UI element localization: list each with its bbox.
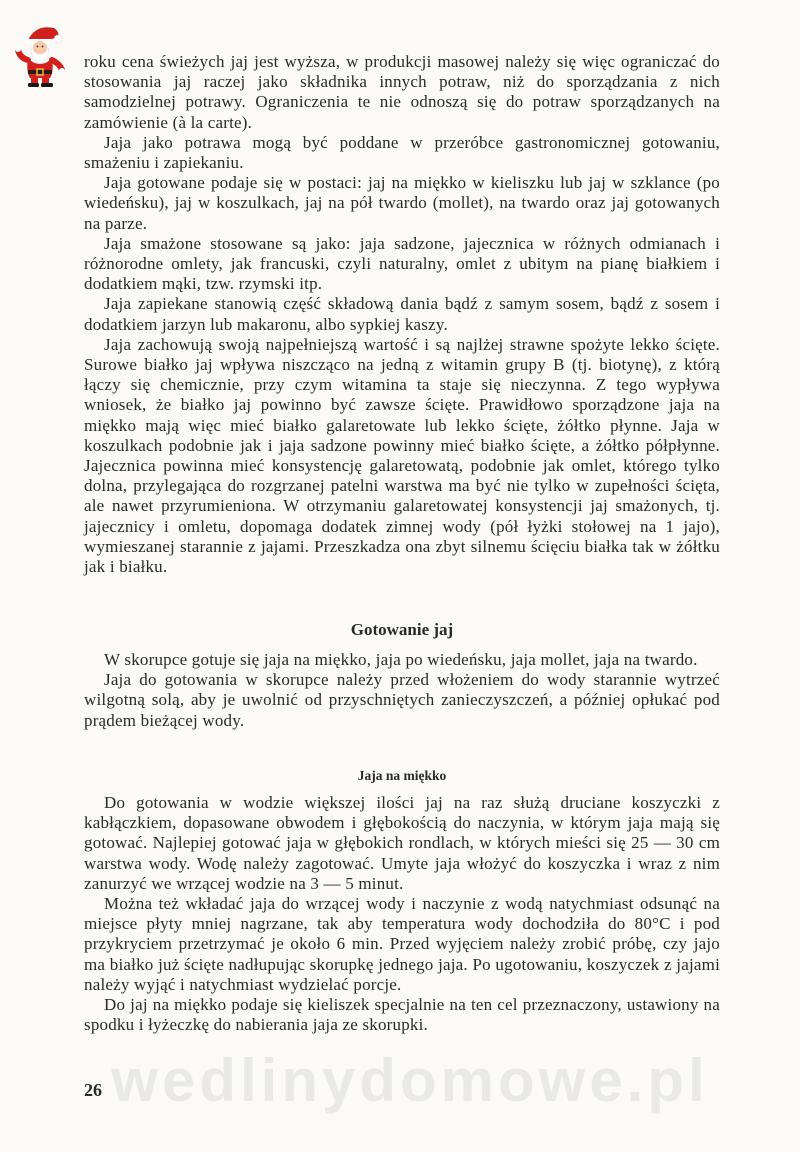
page-number: 26 bbox=[84, 1080, 102, 1100]
subsection-text bbox=[84, 793, 720, 1035]
paragraph: Jaja smażone stosowane są jako: jaja sadzone, jajecznica w różnych odmianach i różnorodne omlety, jak francuski, czyli naturalny, omlet z ubitym na pianę białkiem i dodatkiem mąki, tzw. rzymski itp. bbox=[84, 233, 720, 294]
section-heading: Gotowanie jaj bbox=[350, 620, 454, 639]
paragraph: roku cena świeżych jaj jest wyższa, w produkcji masowej należy się więc ograniczać do stosowania jaj raczej jako składnika innych potraw, niż do sporządzania z nich samodzielnej potrawy. Ograniczenia te nie odnoszą się do potraw sporządzanych na zamówienie (à la carte). bbox=[84, 52, 720, 132]
paragraph: Jaja jako potrawa mogą być poddane w przeróbce gastronomicznej gotowaniu, smażeniu i zapiekaniu. bbox=[84, 132, 720, 173]
paragraph: Do gotowania w wodzie większej ilości jaj na raz służą druciane koszyczki z kabłączkiem, dopasowane obwodem i głębokością do naczynia, w którym jaja mają się gotować. Najlepiej gotować jaja w głębokich rondlach, w których mieści się 25 — 30 cm warstwa wody. Wodę należy zagotować. Umyte jaja włożyć do koszyczka i wraz z nim zanurzyć we wrzącej wodzie na 3 — 5 minut. bbox=[84, 793, 720, 893]
subsection-heading: Jaja na miękko bbox=[357, 768, 447, 783]
section-text bbox=[84, 650, 720, 731]
watermark: wedlinydomowe.pl bbox=[111, 1047, 709, 1114]
paragraph: Można też wkładać jaja do wrzącej wody i naczynie z wodą natychmiast odsunąć na miejsce płyty mniej nagrzane, tak aby temperatura wody dochodziła do 80°C i pod przykryciem przetrzymać je około 6 min. Przed wyjęciem należy zrobić próbę, czy jajo ma białko już ścięte nadłupując skorupkę jednego jaja. Po ugotowaniu, koszyczek z jajami należy wyjąć i natychmiast wydzielać porcje. bbox=[84, 894, 720, 994]
paragraph: Do jaj na miękko podaje się kieliszek specjalnie na ten cel przeznaczony, ustawiony na spodku i łyżeczkę do nabierania jaja ze skorupki. bbox=[84, 995, 720, 1035]
paragraph: W skorupce gotuje się jaja na miękko, jaja po wiedeńsku, jaja mollet, jaja na twardo. bbox=[104, 650, 698, 669]
santa-claus-icon bbox=[14, 22, 68, 88]
intro-text bbox=[84, 52, 720, 577]
paragraph: Jaja zachowują swoją najpełniejszą wartość i są najlżej strawne spożyte lekko ścięte. Surowe białko jaj wpływa niszcząco na jedną z witamin grupy B (tj. biotynę), z którą łączy się chemicznie, przy czym witamina ta staje się nieczynna. Z tego wypływa wniosek, że białko jaj powinno być zawsze ścięte. Prawidłowo sporządzone jaja na miękko mają więc mieć białko galaretowate lub lekko ścięte, żółtko płynne. Jaja w koszulkach podobnie jak i jaja sadzone powinny mieć białko ścięte, a żółtko półpłynne. Jajecznica powinna mieć konsystencję galaretowatą, podobnie jak omlet, którego tylko dolna, przylegająca do rozgrzanej patelni warstwa ma być nie tylko w zupełności ścięta, ale nawet przyrumieniona. W otrzymaniu galaretowatej konsystencji jaj smażonych, tj. jajecznicy i omletu, dopomaga dodatek zimnej wody (pół łyżki stołowej na 1 jajo), wymieszanej starannie z jajami. Przeszkadza ona zbyt silnemu ścięciu białka tak w żółtku jak i białku. bbox=[84, 334, 720, 577]
paragraph: Jaja gotowane podaje się w postaci: jaj na miękko w kieliszku lub jaj w szklance (po wiedeńsku), jaj w koszulkach, jaj na pół twardo (mollet), na twardo oraz jaj gotowanych na parze. bbox=[84, 173, 720, 233]
paragraph: Jaja zapiekane stanowią część składową dania bądź z samym sosem, bądź z sosem i dodatkiem jarzyn lub makaronu, albo sypkiej kaszy. bbox=[84, 294, 720, 334]
paragraph: Jaja do gotowania w skorupce należy przed włożeniem do wody starannie wytrzeć wilgotną solą, aby je uwolnić od przyschniętych zanieczyszczeń, a później opłukać pod prądem bieżącej wody. bbox=[84, 670, 720, 730]
